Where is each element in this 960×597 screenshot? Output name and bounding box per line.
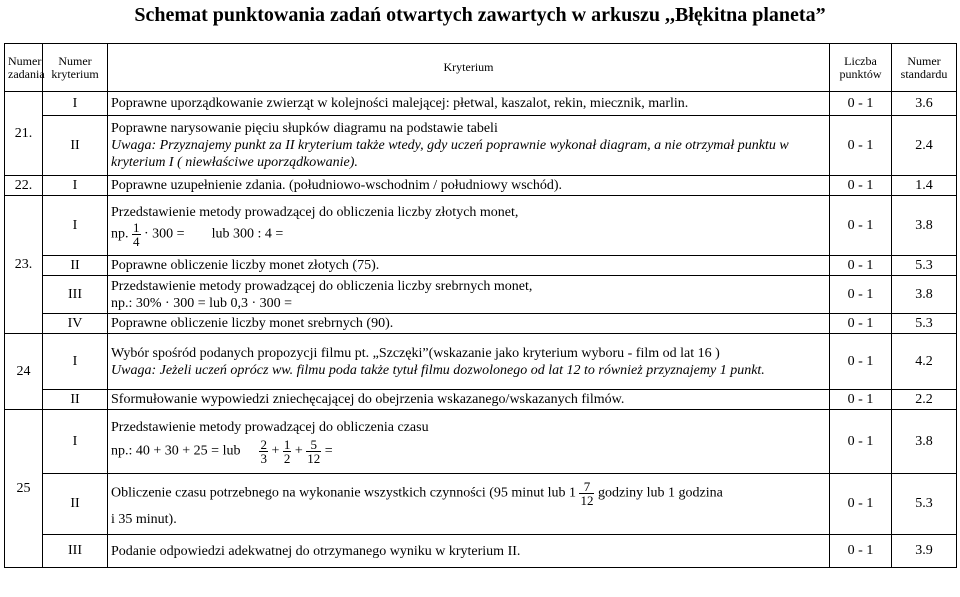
standard: 5.3 [892, 474, 957, 535]
table-row [5, 410, 957, 474]
criterion-cell [108, 276, 830, 314]
criterion-cell [108, 116, 830, 176]
criterion-number: II [43, 116, 108, 176]
criterion-text: Przedstawienie metody prowadzącej do obliczenia liczby złotych monet, [111, 204, 519, 220]
fraction-numerator: 1 [133, 219, 140, 235]
fraction: $\frac{1}{2}$ [283, 436, 291, 466]
criterion-cell [108, 196, 830, 256]
points: 0 - 1 [830, 474, 892, 535]
criterion-number: II [43, 474, 108, 535]
task-number: 21. [5, 92, 43, 176]
page-title: Schemat punktowania zadań otwartych zawartych w arkuszu ,,Błękitna planeta” [134, 4, 826, 26]
points: 0 - 1 [830, 314, 892, 334]
standard: 5.3 [892, 314, 957, 334]
standard: 5.3 [892, 256, 957, 276]
table-row [5, 314, 957, 334]
table-row [5, 256, 957, 276]
criterion-cell [108, 474, 830, 535]
points: 0 - 1 [830, 196, 892, 256]
criterion-number: III [43, 276, 108, 314]
task-number: 25 [5, 410, 43, 568]
criterion-text: Poprawne obliczenie liczby monet srebrnych (90). [108, 314, 830, 334]
criterion-number: I [43, 410, 108, 474]
header-standard: Numer standardu [892, 44, 957, 92]
expression-part: · 300 = [144, 226, 185, 242]
standard: 2.4 [892, 116, 957, 176]
table-header-row [5, 44, 957, 92]
scoring-table [4, 43, 957, 568]
standard: 3.6 [892, 92, 957, 116]
points: 0 - 1 [830, 92, 892, 116]
task-number: 24 [5, 334, 43, 410]
standard: 3.8 [892, 410, 957, 474]
table-row [5, 535, 957, 568]
standard: 3.8 [892, 196, 957, 256]
method-expression: np.: 30% · 300 = lub 0,3 · 300 = [111, 295, 293, 311]
table-row [5, 176, 957, 196]
header-criterion: Kryterium [108, 44, 830, 92]
fraction [132, 221, 141, 248]
task-number: 23. [5, 196, 43, 334]
criterion-note: Uwaga: Jeżeli uczeń oprócz ww. filmu poda także tytuł filmu dozwolonego od lat 12 to również przyznajemy 1 punkt. [111, 362, 765, 378]
table-row [5, 276, 957, 314]
criterion-cell [108, 334, 830, 390]
criterion-number: II [43, 256, 108, 276]
standard: 3.8 [892, 276, 957, 314]
criterion-number: I [43, 334, 108, 390]
criterion-text: Podanie odpowiedzi adekwatnej do otrzymanego wyniku w kryterium II. [108, 535, 830, 568]
criterion-text: Poprawne narysowanie pięciu słupków diagramu na podstawie tabeli [111, 121, 498, 136]
criterion-number: I [43, 176, 108, 196]
expression-part: np.: 40 + 30 + 25 = lub [111, 443, 241, 459]
example-label: np. [111, 226, 129, 242]
table-row [5, 116, 957, 176]
points: 0 - 1 [830, 535, 892, 568]
criterion-number: IV [43, 314, 108, 334]
criterion-number: III [43, 535, 108, 568]
criterion-text: Wybór spośród podanych propozycji filmu pt. „Szczęki”(wskazanie jako kryterium wyboru - film od lat 16 ) [111, 345, 720, 361]
points: 0 - 1 [830, 410, 892, 474]
points: 0 - 1 [830, 276, 892, 314]
criterion-note: Uwaga: Przyznajemy punkt za II kryterium także wtedy, gdy uczeń poprawnie wykonał diagram, a nie otrzymał punktu w kryterium I ( niewłaściwe uporządkowanie). [111, 138, 789, 170]
header-task-no: Numer zadania [5, 44, 43, 92]
criterion-number: I [43, 196, 108, 256]
criterion-text: Sformułowanie wypowiedzi zniechęcającej do obejrzenia wskazanego/wskazanych filmów. [108, 390, 830, 410]
standard: 3.9 [892, 535, 957, 568]
fraction: $\frac{7}{12}$ [580, 479, 594, 508]
table-row [5, 474, 957, 535]
expression-alt: lub 300 : 4 = [211, 226, 284, 242]
criterion-number: I [43, 92, 108, 116]
criterion-text: Przedstawienie metody prowadzącej do obliczenia liczby srebrnych monet, [111, 278, 533, 294]
standard: 1.4 [892, 176, 957, 196]
fraction: $\frac{5}{12}$ [307, 436, 321, 466]
fraction: $\frac{2}{3}$ [260, 436, 267, 466]
points: 0 - 1 [830, 334, 892, 390]
header-points: Liczba punktów [830, 44, 892, 92]
table-row [5, 196, 957, 256]
standard: 2.2 [892, 390, 957, 410]
criterion-text: Poprawne obliczenie liczby monet złotych (75). [108, 256, 830, 276]
task-number: 22. [5, 176, 43, 196]
table-row [5, 390, 957, 410]
points: 0 - 1 [830, 256, 892, 276]
points: 0 - 1 [830, 116, 892, 176]
method-expression: np.: 40 + 30 + 25 = lub $\frac{2}{3}$ + $\frac{1}{2}$ + $\frac{5}{12}$ = [111, 436, 333, 466]
standard: 4.2 [892, 334, 957, 390]
table-row [5, 334, 957, 390]
criterion-cell [108, 410, 830, 474]
criterion-text: Poprawne uzupełnienie zdania. (południowo-wschodnim / południowy wschód). [108, 176, 830, 196]
criterion-number: II [43, 390, 108, 410]
criterion-text: Przedstawienie metody prowadzącej do obliczenia czasu [111, 419, 429, 435]
criterion-text: Poprawne uporządkowanie zwierząt w kolejności malejącej: płetwal, kaszalot, rekin, miecznik, marlin. [108, 92, 830, 116]
points: 0 - 1 [830, 390, 892, 410]
header-crit-no: Numer kryterium [43, 44, 108, 92]
criterion-text: Obliczenie czasu potrzebnego na wykonanie wszystkich czynności (95 minut lub 1 $\frac{7}{12}$ godziny lub 1 godzina [111, 479, 723, 508]
points: 0 - 1 [830, 176, 892, 196]
fraction-denominator: 4 [133, 233, 140, 249]
method-expression [111, 221, 826, 248]
criterion-text-cont: i 35 minut). [111, 512, 177, 527]
table-row [5, 92, 957, 116]
